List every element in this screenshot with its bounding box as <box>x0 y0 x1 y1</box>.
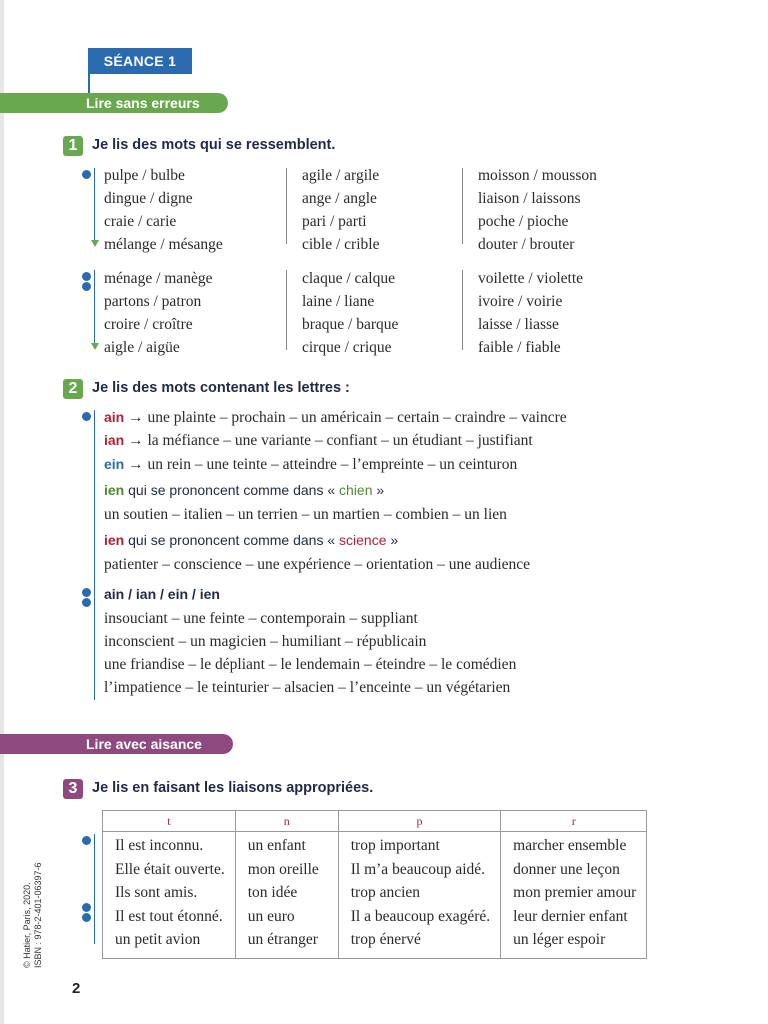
exercise-2-number: 2 <box>63 379 83 399</box>
liaisons-table <box>102 810 647 959</box>
difficulty-dot-icon <box>82 598 91 607</box>
difficulty-dot-icon <box>82 170 91 179</box>
ex2-ien-science-heading: ien qui se prononcent comme dans « science » <box>104 532 399 548</box>
ex2-ien-science-words: patienter – conscience – une expérience – orientation – une audience <box>104 556 531 573</box>
group-line <box>94 270 95 344</box>
ex1-group1-col3: moisson / mousson liaison / laissons poche / pioche douter / brouter <box>478 167 597 253</box>
exercise-1-title: Je lis des mots qui se ressemblent. <box>92 137 336 153</box>
column-header-t: t <box>103 811 236 832</box>
ex2-row-ain: ain → une plainte – prochain – un américain – certain – craindre – vaincre <box>104 409 567 426</box>
ex2-mixed-lines: insouciant – une feinte – contemporain – suppliant inconscient – un magicien – humiliant – républicain une friandise – le dépliant – le lendemain – éteindre – le comédien l’impatience – le teinturier – alsacien – l’enceinte – un végétarien <box>104 610 517 696</box>
copyright-notice: © Hatier, Paris, 2020. ISBN : 978-2-401-06397-6 <box>22 862 43 968</box>
arrow-down-icon <box>91 343 99 350</box>
section-band-lire-sans-erreurs: Lire sans erreurs <box>0 93 228 113</box>
difficulty-dot-icon <box>82 272 91 281</box>
arrow-down-icon <box>91 240 99 247</box>
difficulty-dot-icon <box>82 913 91 922</box>
liaisons-column-t: Il est inconnu. Elle était ouverte. Ils sont amis. Il est tout étonné. un petit avion <box>103 832 236 959</box>
column-divider <box>286 270 287 350</box>
difficulty-dot-icon <box>82 588 91 597</box>
ex1-group2-col3: voilette / violette ivoire / voirie laisse / liasse faible / fiable <box>478 270 584 356</box>
seance-tag: SÉANCE 1 <box>88 48 192 74</box>
column-header-n: n <box>235 811 338 832</box>
difficulty-dot-icon <box>82 282 91 291</box>
exercise-3-title: Je lis en faisant les liaisons appropriées. <box>92 780 374 796</box>
column-divider <box>462 270 463 350</box>
exercise-1-number: 1 <box>63 136 83 156</box>
difficulty-dot-icon <box>82 412 91 421</box>
ex2-row-ein: ein → un rein – une teinte – atteindre – l’empreinte – un ceinturon <box>104 456 518 473</box>
section-band-lire-avec-aisance: Lire avec aisance <box>0 734 233 754</box>
ex2-row-ian: ian → la méfiance – une variante – confiant – un étudiant – justifiant <box>104 432 533 449</box>
column-header-r: r <box>501 811 647 832</box>
page-edge <box>0 0 4 1024</box>
group-line <box>94 168 95 242</box>
exercise-3-number: 3 <box>63 779 83 799</box>
group-line <box>94 410 95 700</box>
ex1-group2-col2: claque / calque laine / liane braque / barque cirque / crique <box>302 270 399 356</box>
ex1-group1-col1: pulpe / bulbe dingue / digne craie / carie mélange / mésange <box>104 167 223 253</box>
ex2-ien-chien-heading: ien qui se prononcent comme dans « chien » <box>104 482 385 498</box>
column-divider <box>286 168 287 244</box>
difficulty-dot-icon <box>82 903 91 912</box>
ex2-ien-chien-words: un soutien – italien – un terrien – un martien – combien – un lien <box>104 506 507 523</box>
column-divider <box>462 168 463 244</box>
page-number: 2 <box>72 980 81 997</box>
liaisons-column-n: un enfant mon oreille ton idée un euro un étranger <box>235 832 338 959</box>
ex1-group1-col2: agile / argile ange / angle pari / parti cible / crible <box>302 167 380 253</box>
exercise-2-title: Je lis des mots contenant les lettres : <box>92 380 350 396</box>
ex1-group2-col1: ménage / manège partons / patron croire / croître aigle / aigüe <box>104 270 213 356</box>
group-line <box>94 834 95 944</box>
column-header-p: p <box>338 811 500 832</box>
difficulty-dot-icon <box>82 836 91 845</box>
ex2-mixed-heading: ain / ian / ein / ien <box>104 586 220 602</box>
liaisons-column-p: trop important Il m’a beaucoup aidé. trop ancien Il a beaucoup exagéré. trop énervé <box>338 832 500 959</box>
liaisons-column-r: marcher ensemble donner une leçon mon premier amour leur dernier enfant un léger espoir <box>501 832 647 959</box>
